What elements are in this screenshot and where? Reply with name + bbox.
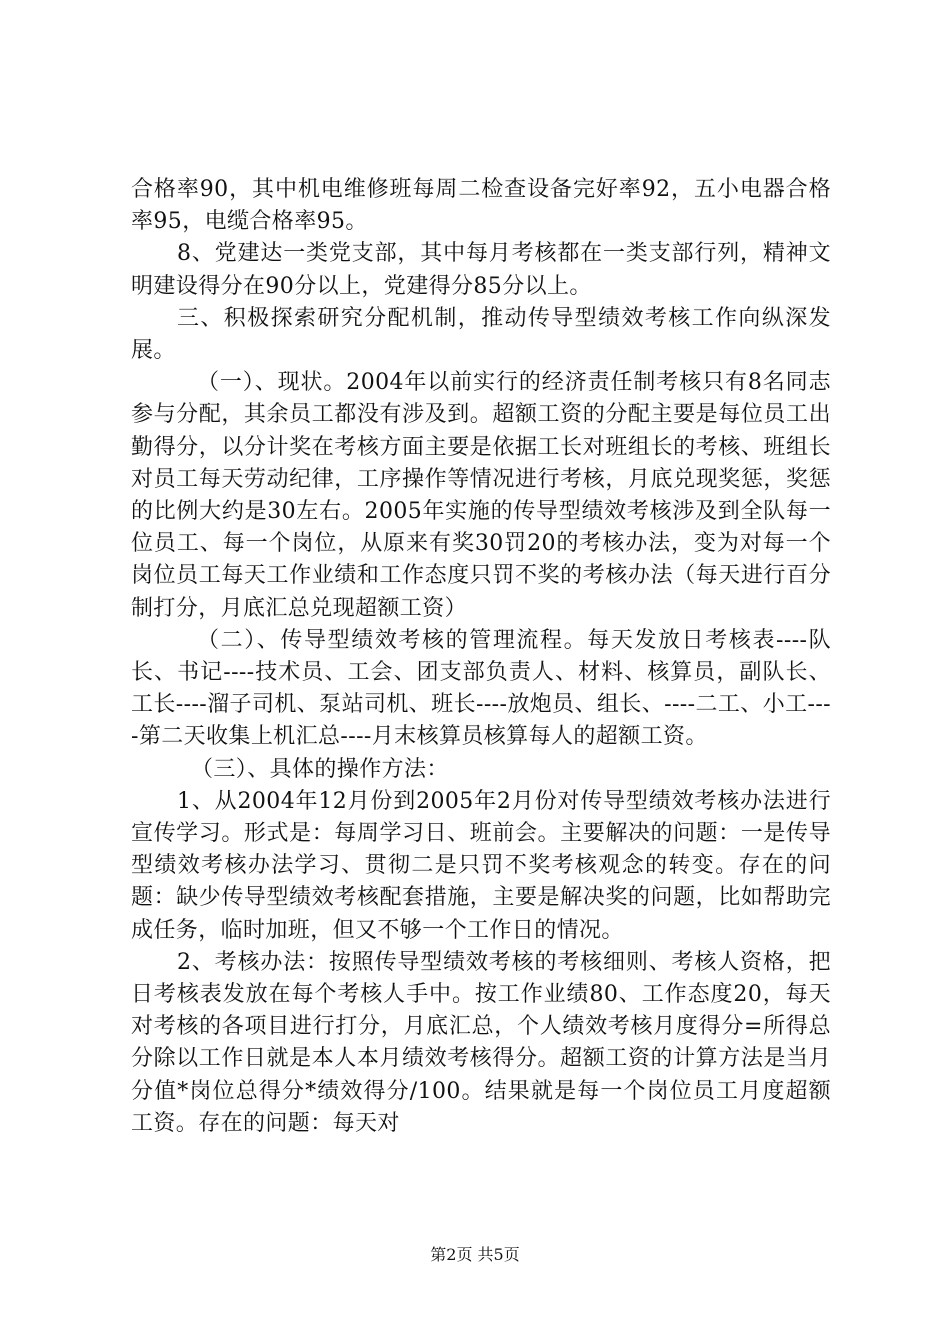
subheading-operation-method: （三）、具体的操作方法：	[191, 756, 449, 782]
paragraph-management-process: （二）、传导型绩效考核的管理流程。每天发放日考核表----队长、书记----技术员、工会、团支部负责人、材料、核算员，副队长、工长----溜子司机、泵站司机、班长----放炮员、组长、----二工、小工----第二天收集上机汇总----月末核算员核算每人的超额工资。	[131, 627, 831, 750]
paragraph-method-1: 1、从2004年12月份到2005年2月份对传导型绩效考核办法进行宣传学习。形式是：每周学习日、班前会。主要解决的问题：一是传导型绩效考核办法学习、贯彻二是只罚不奖考核观念的转变。存在的问题：缺少传导型绩效考核配套措施，主要是解决奖的问题，比如帮助完成任务，临时加班，但又不够一个工作日的情况。	[131, 788, 831, 943]
paragraph-method-2: 2、考核办法：按照传导型绩效考核的考核细则、考核人资格，把日考核表发放在每个考核人手中。按工作业绩80、工作态度20，每天对考核的各项目进行打分，月底汇总，个人绩效考核月度得分=所得总分除以工作日就是本人本月绩效考核得分。超额工资的计算方法是当月分值*岗位总得分*绩效得分/100。结果就是每一个岗位员工月度超额工资。存在的问题：每天对	[131, 949, 831, 1136]
page-number-footer: 第2页 共5页	[430, 1245, 520, 1264]
document-body	[131, 174, 831, 1140]
paragraph-party-building: 8、党建达一类党支部，其中每月考核都在一类支部行列，精神文明建设得分在90分以上，党建得分85分以上。	[131, 241, 831, 299]
paragraph-current-status: （一）、现状。2004年以前实行的经济责任制考核只有8名同志参与分配，其余员工都没有涉及到。超额工资的分配主要是每位员工出勤得分，以分计奖在考核方面主要是依据工长对班组长的考核、班组长对员工每天劳动纪律，工序操作等情况进行考核，月底兑现奖惩，奖惩的比例大约是30左右。2005年实施的传导型绩效考核涉及到全队每一位员工、每一个岗位，从原来有奖30罚20的考核办法，变为对每一个岗位员工每天工作业绩和工作态度只罚不奖的考核办法（每天进行百分制打分，月底汇总兑现超额工资）	[131, 370, 831, 621]
paragraph-continuation: 合格率90，其中机电维修班每周二检查设备完好率92，五小电器合格率95，电缆合格率95。	[131, 177, 831, 235]
section-heading-three: 三、积极探索研究分配机制，推动传导型绩效考核工作向纵深发展。	[131, 305, 831, 364]
